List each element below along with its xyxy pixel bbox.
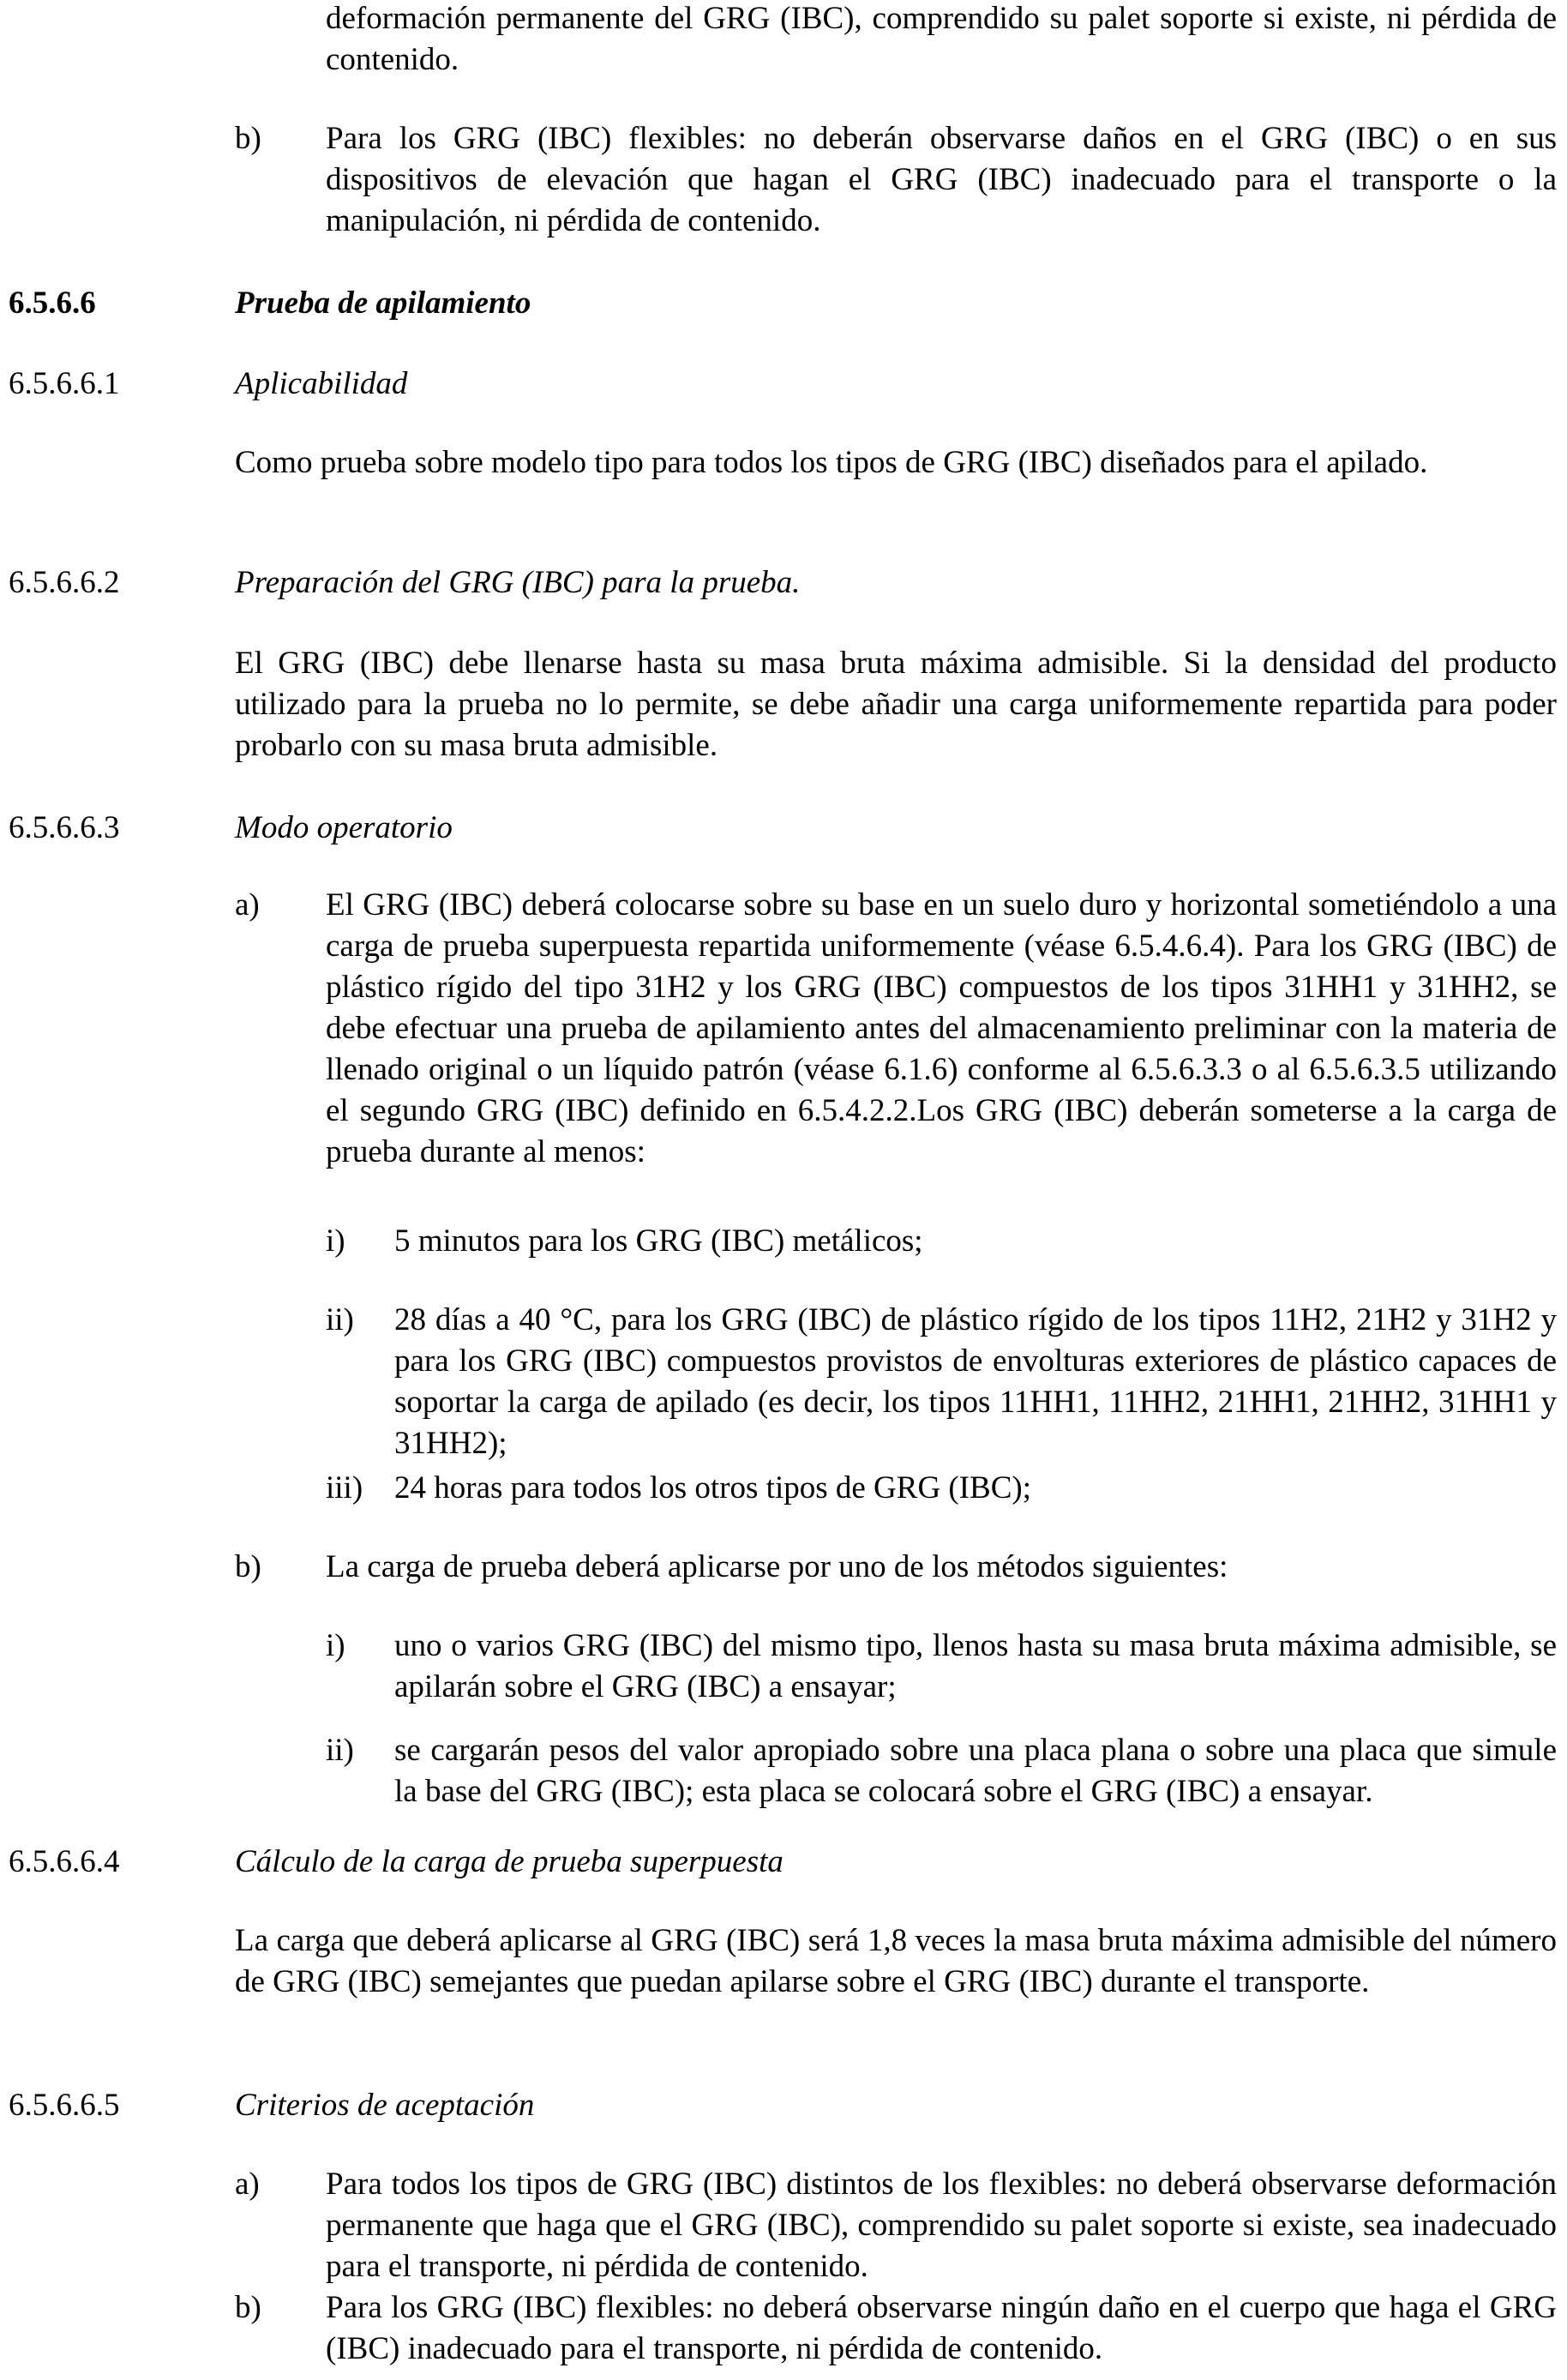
s5-title: Criterios de aceptación	[235, 2088, 535, 2123]
s3-b-ii-text: se cargarán pesos del valor apropiado sobre una placa plana o sobre una placa que simule la base del GRG (IBC); esta placa se colocará sobre el GRG (IBC) a ensayar.	[394, 1733, 1557, 1809]
s5-b-label: b)	[235, 2290, 261, 2325]
s3-b-label: b)	[235, 1549, 261, 1584]
s1-title: Aplicabilidad	[235, 366, 408, 401]
s3-b-i-label: i)	[326, 1628, 345, 1663]
s3-a-i-text: 5 minutos para los GRG (IBC) metálicos;	[394, 1223, 923, 1259]
intro-b-text: Para los GRG (IBC) flexibles: no deberán observarse daños en el GRG (IBC) o en sus dispositivos de elevación que hagan el GRG (IBC) inadecuado para el transporte o la manipulación, ni pérdida de contenido.	[326, 121, 1557, 238]
s4-title: Cálculo de la carga de prueba superpuesta	[235, 1844, 784, 1879]
s5-a-text: Para todos los tipos de GRG (IBC) distintos de los flexibles: no deberá observarse deformación permanente que haga que el GRG (IBC), comprendido su palet soporte si existe, sea inadecuado para el transporte, ni pérdida de contenido.	[326, 2167, 1557, 2284]
s5-b-text: Para los GRG (IBC) flexibles: no deberá observarse ningún daño en el cuerpo que haga el GRG (IBC) inadecuado para el transporte, ni pérdida de contenido.	[326, 2290, 1557, 2366]
s2-text: El GRG (IBC) debe llenarse hasta su masa bruta máxima admisible. Si la densidad del producto utilizado para la prueba no lo permite, se debe añadir una carga uniformemente repartida para poder probarlo con su masa bruta admisible.	[235, 646, 1557, 763]
s5-a-label: a)	[235, 2167, 260, 2202]
s3-a-iii-text: 24 horas para todos los otros tipos de GRG (IBC);	[394, 1470, 1032, 1506]
s3-title: Modo operatorio	[235, 810, 453, 845]
s3-a-text: El GRG (IBC) deberá colocarse sobre su base en un suelo duro y horizontal sometiéndolo a una carga de prueba superpuesta repartida uniformemente (véase 6.5.4.6.4). Para los GRG (IBC) de plástico rígido del tipo 31H2 y los GRG (IBC) compuestos de los tipos 31HH1 y 31HH2, se debe efectuar una prueba de apilamiento antes del almacenamiento preliminar con la materia de llenado original o un líquido patrón (véase 6.1.6) conforme al 6.5.6.3.3 o al 6.5.6.3.5 utilizando el segundo GRG (IBC) definido en 6.5.4.2.2.Los GRG (IBC) deberán someterse a la carga de prueba durante al menos:	[326, 887, 1557, 1169]
s3-number: 6.5.6.6.3	[9, 810, 120, 845]
s3-b-ii-label: ii)	[326, 1733, 354, 1768]
s2-title: Preparación del GRG (IBC) para la prueba.	[235, 565, 801, 600]
s2-number: 6.5.6.6.2	[9, 565, 120, 600]
s4-text: La carga que deberá aplicarse al GRG (IBC) será 1,8 veces la masa bruta máxima admisible del número de GRG (IBC) semejantes que puedan apilarse sobre el GRG (IBC) durante el transporte.	[235, 1923, 1557, 1999]
s3-b-i-text: uno o varios GRG (IBC) del mismo tipo, llenos hasta su masa bruta máxima admisible, se apilarán sobre el GRG (IBC) a ensayar;	[394, 1628, 1557, 1704]
intro-b-label: b)	[235, 121, 261, 156]
s3-b-text: La carga de prueba deberá aplicarse por uno de los métodos siguientes:	[326, 1549, 1228, 1584]
s3-a-ii-label: ii)	[326, 1302, 354, 1337]
s3-a-label: a)	[235, 887, 260, 923]
s3-a-ii-text: 28 días a 40 °C, para los GRG (IBC) de plástico rígido de los tipos 11H2, 21H2 y 31H2 y para los GRG (IBC) compuestos provistos de envolturas exteriores de plástico capaces de soportar la carga de apilado (es decir, los tipos 11HH1, 11HH2, 21HH1, 21HH2, 31HH1 y 31HH2);	[394, 1302, 1557, 1461]
s5-number: 6.5.6.6.5	[9, 2088, 120, 2123]
s3-a-i-label: i)	[326, 1223, 345, 1259]
s4-number: 6.5.6.6.4	[9, 1844, 120, 1879]
s1-text: Como prueba sobre modelo tipo para todos los tipos de GRG (IBC) diseñados para el apilado.	[235, 445, 1428, 480]
section-number: 6.5.6.6	[9, 285, 96, 321]
s1-number: 6.5.6.6.1	[9, 366, 120, 401]
section-title: Prueba de apilamiento	[235, 285, 531, 321]
intro-continuation-text: deformación permanente del GRG (IBC), comprendido su palet soporte si existe, ni pérdida de contenido.	[326, 1, 1557, 77]
s3-a-iii-label: iii)	[326, 1470, 363, 1506]
